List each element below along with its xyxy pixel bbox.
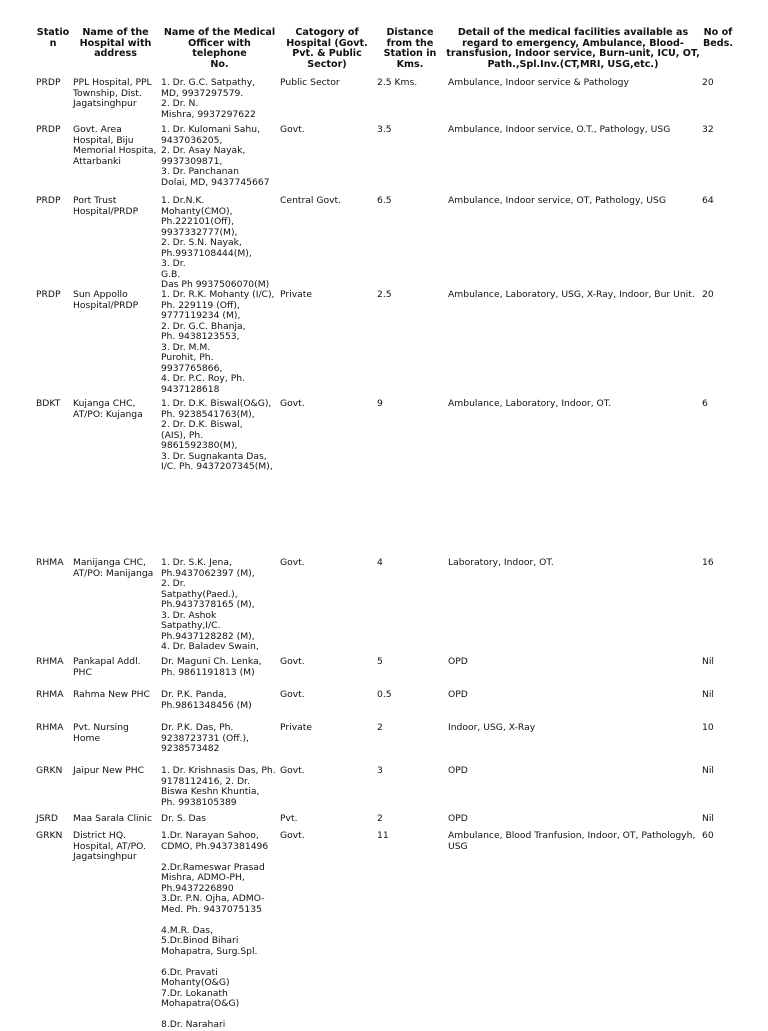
cell-beds: 20 <box>702 77 714 88</box>
cell-distance: 2.5 Kms. <box>377 77 418 88</box>
cell-beds: Nil <box>702 813 714 824</box>
cell-medical-officer: 1. Dr.N.K. Mohanty(CMO), Ph.222101(Off), 9937332777(M), 2. Dr. S.N. Nayak, Ph.9937108444(M), 3. Dr. G.B. Das Ph 9937506070(M) <box>161 195 270 290</box>
cell-beds: Nil <box>702 765 714 776</box>
cell-beds: 6 <box>702 398 708 409</box>
cell-distance: 2.5 <box>377 289 392 300</box>
cell-distance: 3.5 <box>377 124 392 135</box>
cell-hospital: Port Trust Hospital/PRDP <box>73 195 139 217</box>
cell-facilities: Ambulance, Blood Tranfusion, Indoor, OT, Pathologyh, USG <box>448 830 696 852</box>
cell-category: Govt. <box>280 124 305 135</box>
cell-beds: 10 <box>702 722 714 733</box>
cell-category: Govt. <box>280 830 305 841</box>
header-facilities: Detail of the medical facilities available as regard to emergency, Ambulance, Blood- transfusion, Indoor service, Burn-unit, ICU, OT, Path.,Spl.Inv.(CT,MRI, USG,etc.) <box>446 27 700 70</box>
cell-medical-officer: 1. Dr. S.K. Jena, Ph.9437062397 (M), 2. Dr. Satpathy(Paed.), Ph.9437378165 (M), 3. Dr. Ashok Satpathy,I/C. Ph.9437128282 (M), 4. Dr. Baladev Swain, <box>161 557 259 652</box>
cell-hospital: District HQ. Hospital, AT/PO. Jagatsinghpur <box>73 830 146 862</box>
cell-medical-officer: Dr. P.K. Panda, Ph.9861348456 (M) <box>161 689 252 711</box>
cell-category: Public Sector <box>280 77 340 88</box>
cell-hospital: Manijanga CHC, AT/PO: Manijanga <box>73 557 154 579</box>
cell-beds: 64 <box>702 195 714 206</box>
cell-medical-officer: 1. Dr. G.C. Satpathy, MD, 9937297579. 2. Dr. N. Mishra, 9937297622 <box>161 77 256 120</box>
cell-beds: 16 <box>702 557 714 568</box>
cell-facilities: Ambulance, Laboratory, Indoor, OT. <box>448 398 612 409</box>
cell-hospital: Kujanga CHC, AT/PO: Kujanga <box>73 398 143 420</box>
cell-beds: 60 <box>702 830 714 841</box>
cell-category: Central Govt. <box>280 195 342 206</box>
cell-facilities: OPD <box>448 813 468 824</box>
cell-medical-officer: 1. Dr. Kulomani Sahu, 9437036205, 2. Dr. Asay Nayak, 9937309871, 3. Dr. Panchanan Dolai, MD, 9437745667 <box>161 124 270 188</box>
cell-station: RHMA <box>36 722 64 733</box>
cell-category: Govt. <box>280 765 305 776</box>
cell-station: GRKN <box>36 830 63 841</box>
cell-facilities: Laboratory, Indoor, OT. <box>448 557 554 568</box>
cell-category: Govt. <box>280 689 305 700</box>
cell-facilities: Ambulance, Indoor service & Pathology <box>448 77 629 88</box>
cell-distance: 11 <box>377 830 389 841</box>
cell-distance: 2 <box>377 813 383 824</box>
cell-hospital: Jaipur New PHC <box>73 765 145 776</box>
header-beds: No of Beds. <box>702 27 734 49</box>
cell-facilities: OPD <box>448 656 468 667</box>
cell-distance: 0.5 <box>377 689 392 700</box>
cell-station: PRDP <box>36 124 61 135</box>
cell-distance: 2 <box>377 722 383 733</box>
cell-station: PRDP <box>36 77 61 88</box>
cell-hospital: Rahma New PHC <box>73 689 150 700</box>
cell-station: RHMA <box>36 656 64 667</box>
header-hospital: Name of the Hospital with address <box>79 27 152 59</box>
cell-category: Govt. <box>280 656 305 667</box>
header-category: Catogory of Hospital (Govt. Pvt. & Public Sector) <box>286 27 368 70</box>
cell-category: Govt. <box>280 557 305 568</box>
cell-category: Govt. <box>280 398 305 409</box>
cell-medical-officer: 1. Dr. R.K. Mohanty (I/C), Ph. 229119 (Off), 9777119234 (M), 2. Dr. G.C. Bhanja, Ph. 9438123553, 3. Dr. M.M. Purohit, Ph. 9937765866, 4. Dr. P.C. Roy, Ph. 9437128618 <box>161 289 275 395</box>
cell-distance: 9 <box>377 398 383 409</box>
cell-station: JSRD <box>36 813 58 824</box>
cell-medical-officer: Dr. P.K. Das, Ph. 9238723731 (Off.), 9238573482 <box>161 722 249 754</box>
cell-facilities: OPD <box>448 689 468 700</box>
cell-beds: Nil <box>702 689 714 700</box>
cell-facilities: Ambulance, Indoor service, OT, Pathology, USG <box>448 195 666 206</box>
cell-category: Private <box>280 289 313 300</box>
cell-medical-officer: Dr. S. Das <box>161 813 207 824</box>
cell-medical-officer: 1. Dr. Krishnasis Das, Ph. 9178112416, 2. Dr. Biswa Keshn Khuntia, Ph. 9938105389 <box>161 765 276 808</box>
cell-category: Pvt. <box>280 813 298 824</box>
cell-beds: 20 <box>702 289 714 300</box>
cell-facilities: OPD <box>448 765 468 776</box>
cell-distance: 6.5 <box>377 195 392 206</box>
cell-hospital: PPL Hospital, PPL Township, Dist. Jagatsinghpur <box>73 77 152 109</box>
cell-hospital: Govt. Area Hospital, Biju Memorial Hospita, Attarbanki <box>73 124 157 167</box>
cell-station: BDKT <box>36 398 61 409</box>
cell-facilities: Indoor, USG, X-Ray <box>448 722 536 733</box>
cell-station: RHMA <box>36 557 64 568</box>
cell-hospital: Sun Appollo Hospital/PRDP <box>73 289 139 311</box>
cell-beds: Nil <box>702 656 714 667</box>
cell-station: PRDP <box>36 289 61 300</box>
cell-station: RHMA <box>36 689 64 700</box>
cell-station: PRDP <box>36 195 61 206</box>
cell-distance: 4 <box>377 557 383 568</box>
cell-hospital: Pankapal Addl. PHC <box>73 656 141 678</box>
cell-facilities: Ambulance, Laboratory, USG, X-Ray, Indoor, Bur Unit. <box>448 289 695 300</box>
header-distance: Distance from the Station in Kms. <box>383 27 437 70</box>
header-station: Statio n <box>36 27 70 49</box>
cell-facilities: Ambulance, Indoor service, O.T., Pathology, USG <box>448 124 671 135</box>
cell-hospital: Pvt. Nursing Home <box>73 722 129 744</box>
header-medical-officer: Name of the Medical Officer with telephone No. <box>163 27 276 70</box>
cell-medical-officer: 1.Dr. Narayan Sahoo, CDMO, Ph.9437381496 2.Dr.Rameswar Prasad Mishra, ADMO-PH, Ph.9437226890 3.Dr. P.N. Ojha, ADMO- Med. Ph. 9437075135 4.M.R. Das, 5.Dr.Binod Bihari Mohapatra, Surg.Spl. 6.Dr. Pravati Mohanty(O&G) 7.Dr. Lokanath Mohapatra(O&G) 8.Dr. Narahari <box>161 830 269 1030</box>
cell-beds: 32 <box>702 124 714 135</box>
cell-station: GRKN <box>36 765 63 776</box>
cell-distance: 5 <box>377 656 383 667</box>
cell-medical-officer: 1. Dr. D.K. Biswal(O&G), Ph. 9238541763(M), 2. Dr. D.K. Biswal, (AIS), Ph. 9861592380(M), 3. Dr. Sugnakanta Das, I/C. Ph. 9437207345(M), <box>161 398 273 472</box>
cell-medical-officer: Dr. Maguni Ch. Lenka, Ph. 9861191813 (M) <box>161 656 262 678</box>
cell-distance: 3 <box>377 765 383 776</box>
cell-category: Private <box>280 722 313 733</box>
cell-hospital: Maa Sarala Clinic <box>73 813 153 824</box>
